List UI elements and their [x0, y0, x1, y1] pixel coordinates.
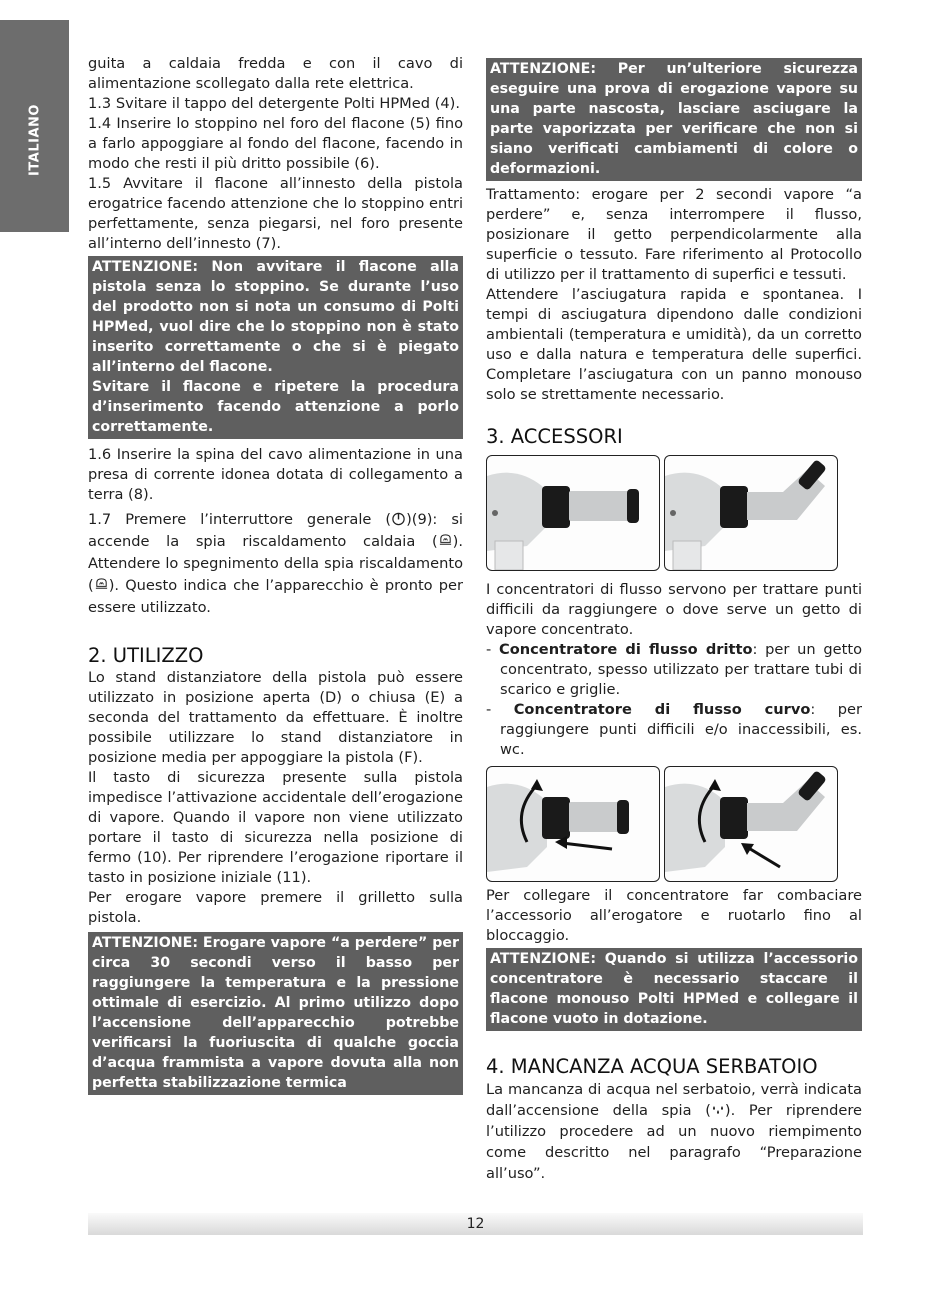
paragraph-concentrators: I concentratori di flusso servono per trattare punti difficili da raggiungere o dove serve un getto di vapore concentrato.: [486, 581, 862, 638]
bullet-straight-concentrator: - Concentratore di flusso dritto: per un getto concentrato, spesso utilizzato per trattare tubi di scarico e griglie.: [486, 641, 863, 698]
warning-box-test: [486, 58, 862, 181]
left-column: [88, 54, 463, 1095]
paragraph-connect-concentrator: Per collegare il concentratore far combaciare l’accessorio all’erogatore e ruotarlo fino al bloccaggio.: [486, 887, 862, 944]
warning-box-steam: [88, 932, 463, 1095]
step-1-6: 1.6 Inserire la spina del cavo alimentazione in una presa di corrente idonea dotata di collegamento a terra (8).: [88, 446, 463, 503]
warning-text: ATTENZIONE: Non avvitare il flacone alla pistola senza lo stoppino. Se durante l’uso del prodotto non si nota un consumo di Polti HPMed, vuol dire che lo stoppino non è stato inserito correttamente o che si è piegato all’interno del flacone.: [92, 259, 459, 375]
section-heading-accessori: 3. ACCESSORI: [486, 425, 623, 448]
paragraph-stand: Lo stand distanziatore della pistola può essere utilizzato in posizione aperta (D) o chiusa (E) a seconda del trattamento da effettuare. È inoltre possibile utilizzare lo stand distanziatore in posizione media per appoggiare la pistola (F).: [88, 669, 463, 766]
mounting-photos-row: [486, 766, 862, 882]
paragraph-safety-button: Il tasto di sicurezza presente sulla pistola impedisce l’attivazione accidentale dell’erogazione di vapore. Quando il vapore non viene utilizzato portare il tasto di sicurezza nella posizione di fermo (10). Per riprendere l’erogazione riportare il tasto in posizione iniziale (11).: [88, 769, 463, 886]
water-drops-icon: [711, 1104, 725, 1116]
warning-box-wick: [88, 256, 463, 439]
section-heading-utilizzo: 2. UTILIZZO: [88, 644, 204, 667]
curved-concentrator-image: [664, 455, 838, 571]
section-heading-mancanza-acqua: 4. MANCANZA ACQUA SERBATOIO: [486, 1055, 818, 1078]
warning-text: ATTENZIONE: Per un’ulteriore sicurezza eseguire una prova di erogazione vapore su una parte nascosta, lasciare asciugare la parte vaporizzata per verificare che non si siano verificati cambiamenti di colore o deformazioni.: [490, 61, 858, 177]
accessory-photos-row: [486, 455, 862, 571]
straight-concentrator-image: [486, 455, 660, 571]
step-1-3: 1.3 Svitare il tappo del detergente Polti HPMed (4).: [88, 95, 460, 112]
step-1-4: 1.4 Inserire lo stoppino nel foro del flacone (5) fino a farlo appoggiare al fondo del flacone, facendo in modo che resti il più dritto possibile (6).: [88, 115, 463, 172]
warning-text: Svitare il flacone e ripetere la procedura d’inserimento facendo attenzione a porlo correttamente.: [92, 379, 459, 435]
paragraph-trigger: Per erogare vapore premere il grilletto sulla pistola.: [88, 889, 463, 926]
paragraph-no-water: La mancanza di acqua nel serbatoio, verrà indicata dall’accensione della spia ( ). Per riprendere l’utilizzo procedere ad un nuovo riempimento come descritto nel paragrafo “Preparazione all’uso”.: [486, 1081, 862, 1182]
mount-straight-concentrator-image: [486, 766, 660, 882]
boiler-heating-icon: [94, 576, 109, 592]
footer-bar: [88, 1213, 863, 1235]
language-side-tab: [0, 20, 69, 232]
power-icon: [391, 511, 406, 526]
warning-text: ATTENZIONE: Quando si utilizza l’accessorio concentratore è necessario staccare il flacone monouso Polti HPMed e collegare il flacone vuoto in dotazione.: [490, 951, 858, 1027]
paragraph-continuation: guita a caldaia fredda e con il cavo di alimentazione scollegato dalla rete elettrica.: [88, 55, 463, 92]
step-1-5: 1.5 Avvitare il flacone all’innesto della pistola erogatrice facendo attenzione che lo stoppino entri perfettamente, senza piegarsi, nel foro presente all’interno dell’innesto (7).: [88, 175, 463, 252]
language-label: ITALIANO: [27, 104, 43, 176]
bullet-curved-concentrator: - Concentratore di flusso curvo: per raggiungere punti difficili e/o inaccessibili, es. wc.: [486, 701, 862, 758]
warning-text: ATTENZIONE: Erogare vapore “a perdere” per circa 30 secondi verso il basso per raggiungere la temperatura e la pressione ottimale di esercizio. Al primo utilizzo dopo l’accensione dell’apparecchio potrebbe verificarsi la fuoriuscita di qualche goccia d’acqua frammista a vapore dovuta alla non perfetta stabilizzazione termica: [92, 935, 459, 1091]
paragraph-drying: Attendere l’asciugatura rapida e spontanea. I tempi di asciugatura dipendono dalle condizioni ambientali (temperatura e umidità), da un corretto uso e dalla natura e temperatura delle superfici. Completare l’asciugatura con un panno monouso solo se strettamente necessario.: [486, 286, 862, 403]
warning-box-accessory: [486, 948, 862, 1031]
mount-curved-concentrator-image: [664, 766, 838, 882]
boiler-heating-icon: [438, 532, 453, 548]
paragraph-treatment: Trattamento: erogare per 2 secondi vapore “a perdere” e, senza interrompere il flusso, posizionare il getto perpendicolarmente alla superficie o tessuto. Fare riferimento al Protocollo di utilizzo per il trattamento di superfici e tessuti.: [486, 186, 862, 283]
right-column: [486, 58, 862, 1184]
step-1-7: 1.7 Premere l’interruttore generale ( )(9): si accende la spia riscaldamento caldaia ( ). Attendere lo spegnimento della spia riscaldamento ( ). Questo indica che l’apparecchio è pronto per essere utilizzato.: [88, 511, 463, 616]
page-number: 12: [466, 1216, 485, 1232]
